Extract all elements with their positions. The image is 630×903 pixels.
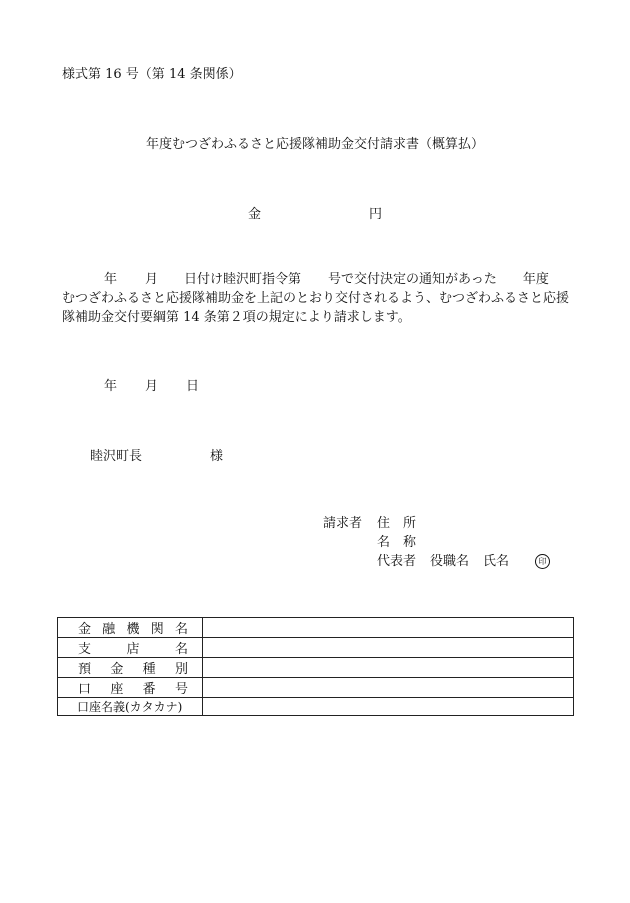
claimant-title-label: 役職名: [430, 554, 470, 569]
body-number-part: 号で交付決定の通知があった: [328, 272, 497, 287]
date-day: 日: [186, 379, 200, 394]
date-month: 月: [145, 379, 159, 394]
form-number: 様式第 16 号（第 14 条関係）: [62, 67, 242, 82]
amount-line: [248, 203, 383, 222]
deposit-type-label: 預金種別: [58, 658, 203, 678]
claimant-representative-label: 代表者: [377, 554, 417, 569]
claimant-person-label: 氏名: [483, 554, 510, 569]
seal-icon: 印: [535, 554, 550, 569]
bank-name-label: 金融機関名: [58, 618, 203, 638]
claimant-address-label: 住 所: [377, 516, 417, 531]
table-row: [58, 638, 574, 658]
body-month: 月: [145, 272, 159, 287]
addressee-name: 睦沢町長: [90, 449, 143, 464]
document-title: 年度むつざわふるさと応援隊補助金交付請求書（概算払）: [145, 137, 484, 152]
branch-name-label: 支店名: [58, 638, 203, 658]
body-date-part: 日付け睦沢町指令第: [184, 272, 302, 287]
request-date: [104, 375, 199, 394]
account-holder-label: 口座名義(カタカナ): [58, 698, 203, 716]
claimant-name-label: 名 称: [377, 535, 417, 550]
bank-account-table: [57, 617, 574, 716]
deposit-type-field[interactable]: [203, 658, 574, 678]
body-rest: むつざわふるさと応援隊補助金を上記のとおり交付されるよう、むつざわふるさと応援隊補助金交付要綱第 14 条第２項の規定により請求します。: [62, 291, 570, 325]
branch-name-field[interactable]: [203, 638, 574, 658]
bank-name-field[interactable]: [203, 618, 574, 638]
account-number-label: 口座番号: [58, 678, 203, 698]
amount-yen-label: 円: [369, 207, 383, 222]
request-body-text: [62, 270, 574, 327]
addressee-honorific: 様: [210, 449, 224, 464]
amount-kin-label: 金: [248, 207, 262, 222]
addressee: [90, 445, 224, 464]
table-row: [58, 618, 574, 638]
body-fiscal-year: 年度: [522, 272, 549, 287]
table-row: [58, 678, 574, 698]
body-year: 年: [104, 272, 118, 287]
account-number-field[interactable]: [203, 678, 574, 698]
table-row: [58, 698, 574, 716]
table-row: [58, 658, 574, 678]
claimant-label: 請求者: [323, 516, 363, 531]
account-holder-field[interactable]: [203, 698, 574, 716]
date-year: 年: [104, 379, 118, 394]
